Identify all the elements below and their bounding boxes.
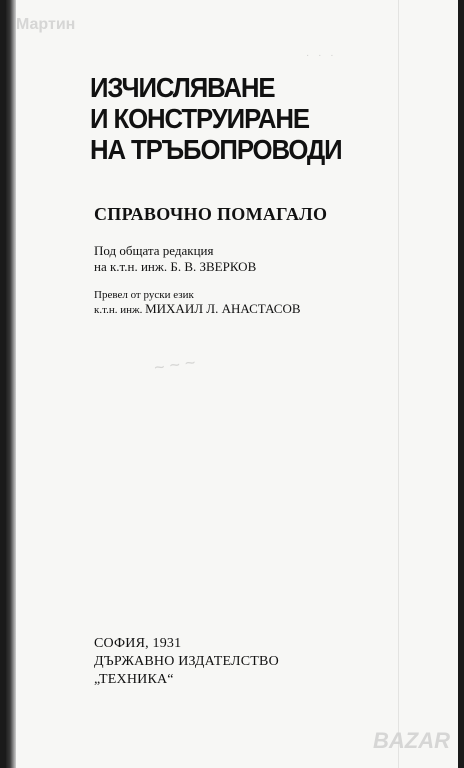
editor-line-2: на к.т.н. инж. Б. В. ЗВЕРКОВ — [94, 259, 257, 274]
title-line-1: ИЗЧИСЛЯВАНЕ — [90, 72, 275, 103]
translator-line-2 — [94, 302, 301, 317]
book-spine-shadow — [6, 0, 16, 768]
book-subtitle: СПРАВОЧНО ПОМАГАЛО — [94, 204, 328, 224]
pencil-marks: · · · — [306, 50, 337, 61]
translator-line-1: Превел от руски език — [94, 289, 194, 301]
title-line-3: НА ТРЪБОПРОВОДИ — [90, 134, 342, 165]
seller-watermark: Мартин — [16, 16, 76, 33]
translator-title: к.т.н. инж. — [94, 304, 143, 316]
page-fold-line — [398, 0, 399, 768]
book-title — [90, 72, 363, 165]
imprint-city-year: СОФИЯ, 1931 — [94, 636, 182, 651]
book-title-page — [6, 0, 458, 768]
publisher-imprint — [94, 635, 279, 689]
imprint-name: „ТЕХНИКА“ — [94, 672, 174, 687]
faded-library-stamp: ~ ~ ~ — [152, 352, 197, 378]
editor-credit — [94, 243, 256, 275]
translator-name: МИХАИЛ Л. АНАСТАСОВ — [145, 301, 301, 316]
translator-credit — [94, 289, 301, 317]
title-line-2: И КОНСТРУИРАНЕ — [90, 103, 309, 134]
editor-line-1: Под общата редакция — [94, 243, 214, 258]
imprint-publisher: ДЪРЖАВНО ИЗДАТЕЛСТВО — [94, 654, 279, 669]
marketplace-logo: BAZAR — [373, 728, 450, 753]
